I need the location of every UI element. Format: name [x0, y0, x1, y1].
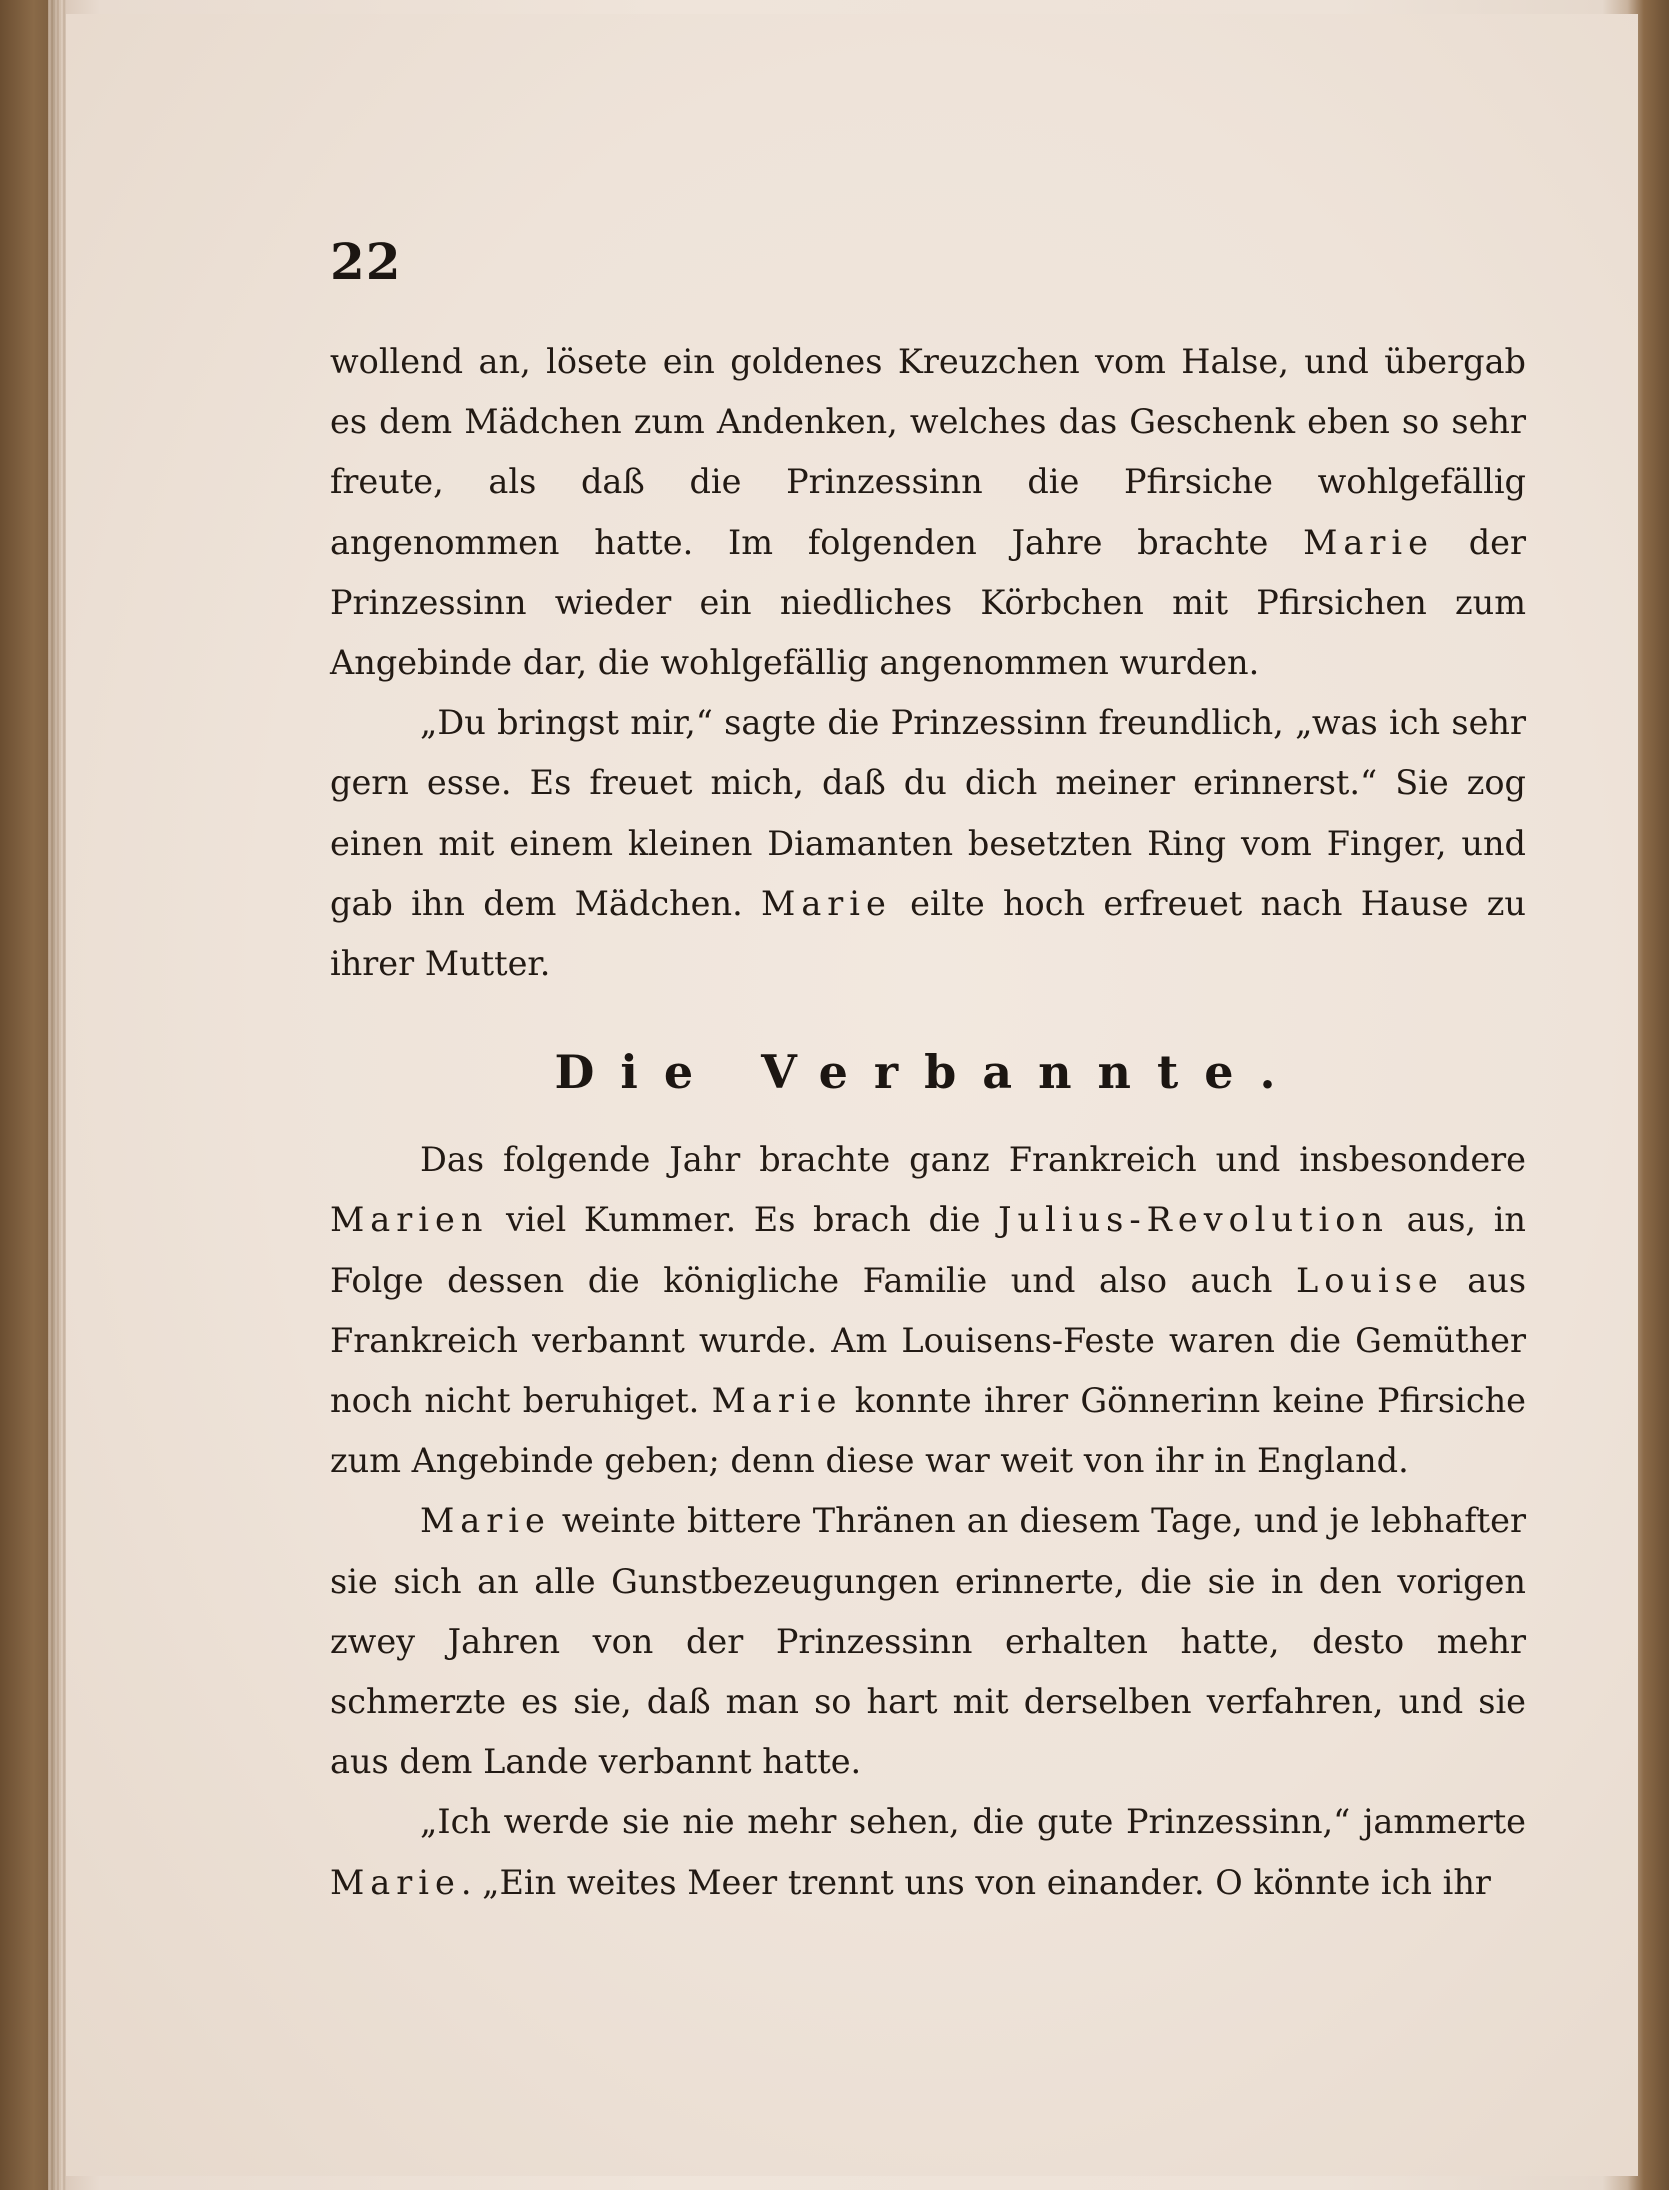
- paragraph-4: [330, 1491, 1526, 1792]
- text-span: wollend an, lösete ein goldenes Kreuzchen vom Halse, und übergab es dem Mädchen zum Andenken, welches das Geschenk eben so sehr freute, als daß die Prinzessinn die Pfirsiche wohlgefällig angenommen hatte. Im folgenden Jahre brachte: [330, 342, 1526, 562]
- chapter-heading: Die Verbannte.: [554, 1045, 1302, 1100]
- body-text: [330, 332, 1526, 1913]
- page-number: 22: [330, 232, 402, 291]
- name-marie: Marie: [711, 1381, 843, 1421]
- text-span: der Prinzessinn wieder ein niedliches Körbchen mit Pfirsichen zum Angebinde dar, die wohlgefällig angenommen wurden.: [330, 522, 1526, 683]
- text-span: . „Ein weites Meer trennt uns von einander. O könnte ich ihr: [460, 1862, 1491, 1902]
- text-span: konnte ihrer Gönnerinn keine Pfirsiche zum Angebinde geben; denn diese war weit von ihr in England.: [330, 1381, 1526, 1481]
- text-span: „Du bringst mir,“ sagte die Prinzessinn freundlich, „was ich sehr gern esse. Es freuet mich, daß du dich meiner erinnerst.“ Sie zog einen mit einem kleinen Diamanten besetzten Ring vom Finger, und gab ihn dem Mädchen.: [330, 703, 1526, 923]
- name-marie: Marie: [1303, 522, 1434, 562]
- name-marien: Marien: [330, 1200, 489, 1240]
- text-span: viel Kummer. Es brach die: [488, 1200, 999, 1240]
- text-span: aus Frankreich verbannt wurde. Am Louisens-Feste waren die Gemüther noch nicht beruhiget.: [330, 1260, 1527, 1421]
- julius-revolution: Julius-Revolution: [998, 1200, 1389, 1240]
- name-marie: Marie: [330, 1862, 461, 1902]
- paragraph-5: [330, 1792, 1526, 1912]
- paragraph-1: [330, 332, 1526, 693]
- page-stack-edge: [48, 0, 66, 2190]
- paragraph-2: [330, 693, 1526, 994]
- paragraph-3: [330, 1130, 1526, 1491]
- text-span: aus, in Folge dessen die königliche Familie und also auch: [330, 1200, 1526, 1300]
- name-marie: Marie: [761, 883, 892, 923]
- text-span: eilte hoch erfreuet nach Hause zu ihrer Mutter.: [330, 883, 1527, 984]
- text-span: weinte bittere Thränen an diesem Tage, und je lebhafter sie sich an alle Gunstbezeugungen erinnerte, die sie in den vorigen zwey Jahren von der Prinzessinn erhalten hatte, desto mehr schmerzte es sie, daß man so hart mit derselben verfahren, und sie aus dem Lande verbannt hatte.: [330, 1501, 1526, 1782]
- name-louise: Louise: [1295, 1260, 1444, 1300]
- text-span: „Ich werde sie nie mehr sehen, die gute Prinzessinn,“ jammerte: [420, 1802, 1526, 1842]
- name-marie: Marie: [420, 1501, 551, 1541]
- text-span: Das folgende Jahr brachte ganz Frankreich und insbesondere: [420, 1140, 1526, 1180]
